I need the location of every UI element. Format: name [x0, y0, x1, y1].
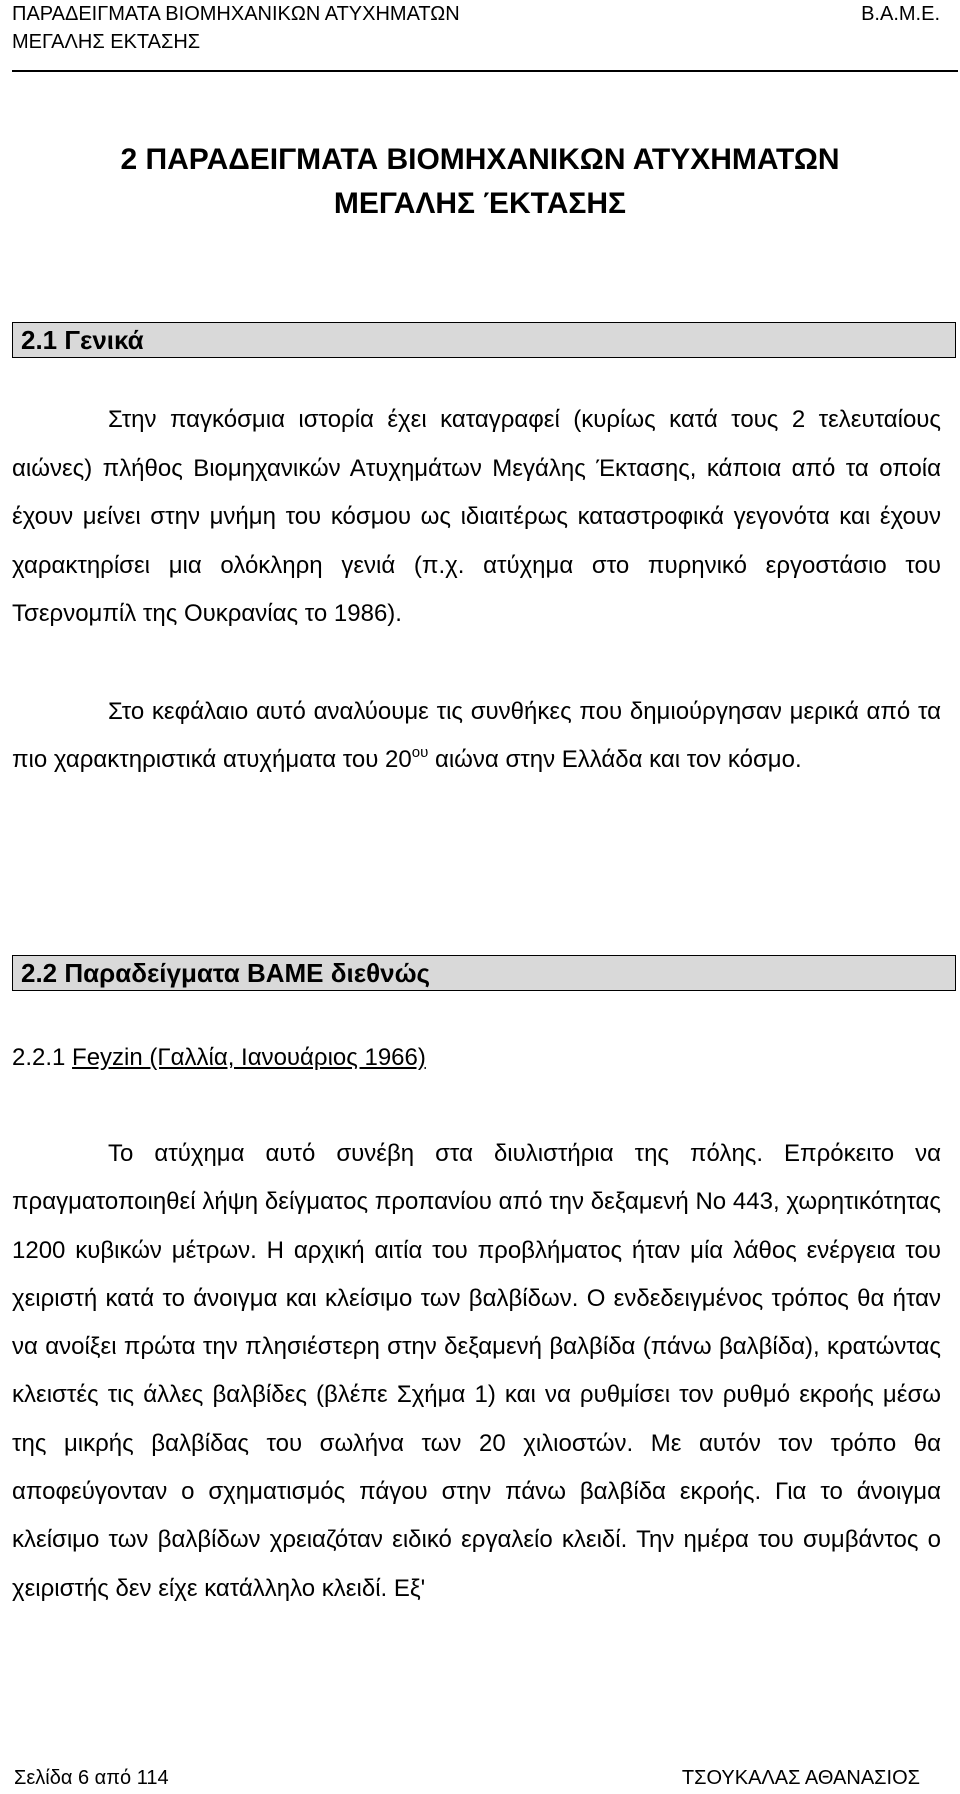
paragraph-general-1: Στην παγκόσμια ιστορία έχει καταγραφεί (κυρίως κατά τους 2 τελευταίους αιώνες) πλήθος Βιομηχανικών Ατυχημάτων Μεγάλης Έκτασης, κάποια από τα οποία έχουν μείνει στην μνήμη του κόσμου ως ιδιαιτέρως καταστροφικά γεγονότα και έχουν χαρακτηρίσει μια ολόκληρη γενιά (π.χ. ατύχημα στο πυρηνικό εργοστάσιο του Τσερνομπίλ της Ουκρανίας το 1986). [12, 406, 941, 627]
section-heading-2-1: 2.1 Γενικά [12, 322, 956, 358]
section-heading-2-2: 2.2 Παραδείγματα ΒΑΜΕ διεθνώς [12, 955, 956, 991]
paragraph-feyzin: Το ατύχημα αυτό συνέβη στα διυλιστήρια της πόλης. Επρόκειτο να πραγματοποιηθεί λήψη δείγματος προπανίου από την δεξαμενή Νο 443, χωρητικότητας 1200 κυβικών μέτρων. Η αρχική αιτία του προβλήματος ήταν μία λάθος ενέργεια του χειριστή κατά το άνοιγμα και κλείσιμο των βαλβίδων. Ο ενδεδειγμένος τρόπος θα ήταν να ανοίξει πρώτα την πλησιέστερη στην δεξαμενή βαλβίδα (πάνω βαλβίδα), κρατώντας κλειστές τις άλλες βαλβίδες (βλέπε Σχήμα 1) και να ρυθμίσει τον ρυθμό εκροής μέσω της μικρής βαλβίδας του σωλήνα των 20 χιλιοστών. Με αυτόν τον τρόπο θα αποφεύγονταν ο σχηματισμός πάγου στην πάνω βαλβίδα εκροής. Για το άνοιγμα κλείσιμο των βαλβίδων χρειαζόταν ειδικό εργαλείο κλειδί. Την ημέρα του συμβάντος ο χειριστής δεν είχε κατάλληλο κλειδί. Εξ' [12, 1140, 941, 1602]
chapter-title-line2: ΜΕΓΑΛΗΣ ΈΚΤΑΣΗΣ [333, 187, 627, 220]
subsection-title: Feyzin (Γαλλία, Ιανουάριος 1966) [72, 1044, 426, 1071]
chapter-title-line1: 2 ΠΑΡΑΔΕΙΓΜΑΤΑ ΒΙΟΜΗΧΑΝΙΚΩΝ ΑΤΥΧΗΜΑΤΩΝ [120, 143, 840, 176]
header-title-line2: ΜΕΓΑΛΗΣ ΕΚΤΑΣΗΣ [12, 31, 201, 53]
paragraph-general-2-text-a: Στο κεφάλαιο αυτό αναλύουμε τις συνθήκες που δημιούργησαν μερικά από τα πιο χαρακτηριστικά ατυχήματα του 20 [12, 698, 941, 773]
header-title-line1: ΠΑΡΑΔΕΙΓΜΑΤΑ ΒΙΟΜΗΧΑΝΙΚΩΝ ΑΤΥΧΗΜΑΤΩΝ [12, 3, 460, 25]
paragraph-general-2 [12, 688, 941, 784]
subsection-number: 2.2.1 [12, 1044, 73, 1071]
header-title [12, 0, 460, 56]
chapter-title [0, 138, 960, 226]
author-name: ΤΣΟΥΚΑΛΑΣ ΑΘΑΝΑΣΙΟΣ [681, 1767, 920, 1789]
header-abbreviation: Β.Α.Μ.Ε. [861, 3, 940, 25]
subsection-heading-2-2-1 [12, 1042, 426, 1074]
page-number: Σελίδα 6 από 114 [14, 1767, 169, 1789]
superscript-ordinal: ου [411, 744, 429, 761]
paragraph-general-2-text-b: αιώνα στην Ελλάδα και τον κόσμο. [428, 746, 802, 773]
page-header [12, 0, 958, 72]
